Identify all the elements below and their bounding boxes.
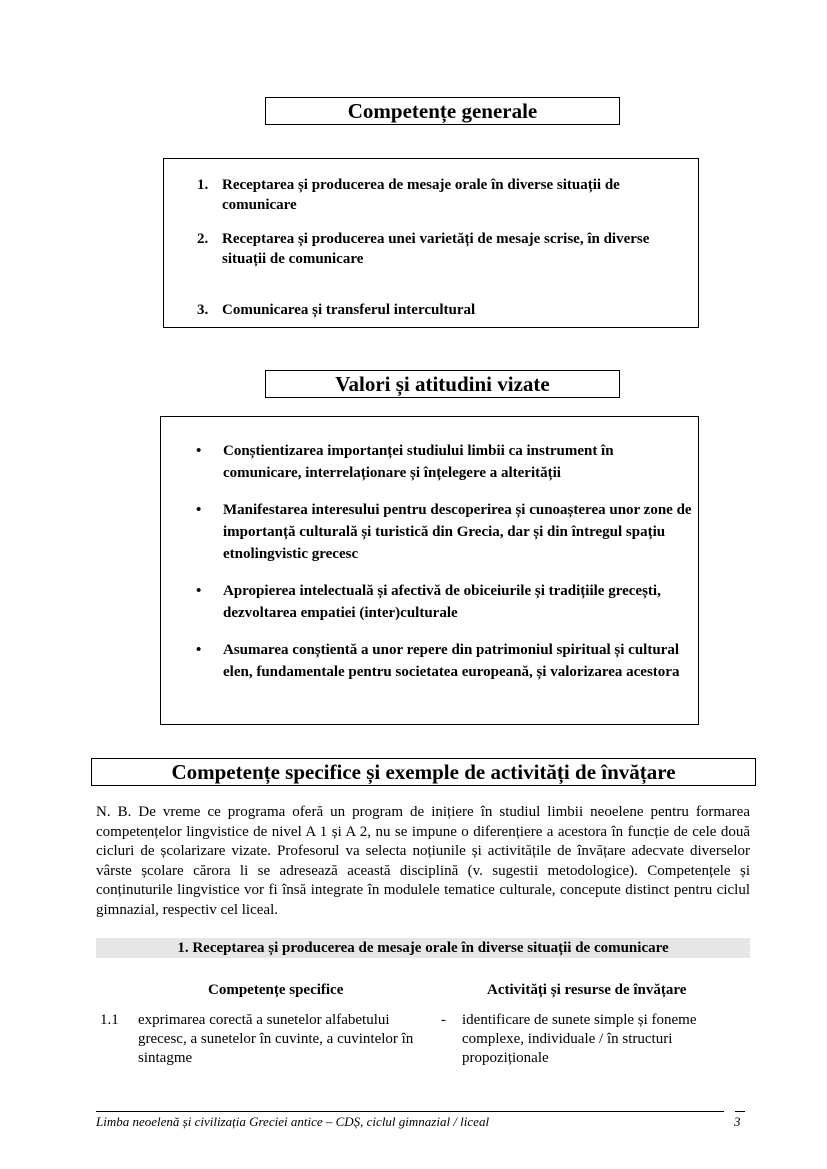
competente-specifice-title: Competențe specifice și exemple de activități de învățare [171,760,676,784]
competente-generale-title: Competențe generale [347,99,538,123]
bullet-icon: • [196,583,202,599]
bullet-icon: • [196,642,202,658]
footer-rule-right [735,1111,745,1112]
competente-generale-title-box [265,97,620,125]
competenta-1-band-label: 1. Receptarea și producerea de mesaje orale în diverse situații de comunicare [177,940,669,956]
footer-text: Limba neoelenă și civilizația Greciei antice – CDȘ, ciclul gimnazial / liceal [96,1114,490,1129]
footer-rule [96,1111,724,1112]
competente-generale-frame: 1. Receptarea și producerea de mesaje orale în diverse situații de comunicare 2. Receptarea și producerea unei varietăți de mesaje scrise, în diverse situații de comunicare 3. Comunicarea și transferul intercultural [163,158,699,328]
column-header-competente: Competențe specifice [208,982,344,998]
bullet-icon: • [196,502,202,518]
nota-bene-paragraph: N. B. De vreme ce programa oferă un program de inițiere în studiul limbii neoelene pentru formarea competențelor lingvistice de nivel A 1 și A 2, nu se impune o diferențiere a acestora în funcție de cele două cicluri de școlarizare vizate. Profesorul va selecta noțiunile și activitățile de învățare adecvate diverselor vârste școlare cărora li se adresează această disciplină (v. sugestii metodologice). Competențele și conținuturile lingvistice vor fi însă integrate în modulele tematice culturale, concepute distinct pentru ciclul gimnazial, respectiv cel liceal. [96,804,750,918]
row-dash: - [441,1012,446,1028]
column-header-activitati: Activități și resurse de învățare [487,982,687,998]
competenta-1-band [96,938,750,958]
row-activity: identificare de sunete simple și foneme complexe, individuale / în structuri propoziționale [462,1012,697,1066]
valori-atitudini-title: Valori și atitudini vizate [335,372,550,396]
row-number: 1.1 [100,1012,119,1028]
bullet-icon: • [196,443,202,459]
competente-specifice-title-box [91,758,756,786]
valori-atitudini-title-box [265,370,620,398]
valori-atitudini-frame: • Conștientizarea importanței studiului limbii ca instrument în comunicare, interrelaționare și înțelegere a alterității • Manifestarea interesului pentru descoperirea și cunoașterea unor zone de importanță culturală și turistică din Grecia, dar și din întregul spațiu etnolingvistic grecesc • Apropierea intelectuală și afectivă de obiceiurile și tradițiile grecești, dezvoltarea empatiei (inter)culturale • Asumarea conștientă a unor repere din patrimoniul spiritual și cultural elen, fundamentale pentru societatea europeană, și valorizarea acestora [160,416,699,725]
page-number: 3 [734,1114,741,1129]
row-competence: exprimarea corectă a sunetelor alfabetului grecesc, a sunetelor în cuvinte, a cuvintelor în sintagme [138,1012,414,1066]
